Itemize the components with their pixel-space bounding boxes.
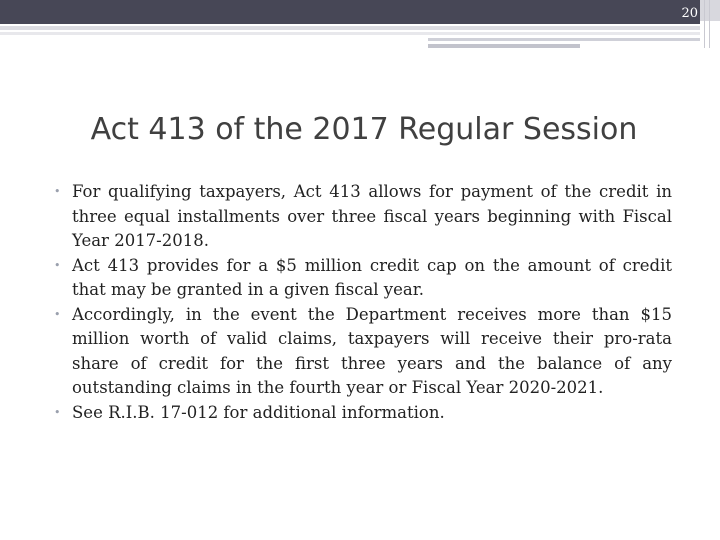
bullet-icon: • (54, 307, 61, 321)
bullet-icon: • (54, 185, 61, 198)
header-accent-stripe (428, 44, 580, 48)
bullet-icon: • (54, 405, 61, 419)
slide-title: Act 413 of the 2017 Regular Session (90, 112, 638, 147)
bullet-icon: • (54, 258, 61, 272)
header-divider (709, 0, 710, 48)
bullet-text: For qualifying taxpayers, Act 413 allows for payment of the credit in three equal installments over three fiscal years beginning with Fiscal Year 2017-2018. (72, 182, 672, 250)
bullet-list (54, 180, 672, 425)
bullet-item (54, 401, 672, 426)
bullet-text: See R.I.B. 17-012 for additional information. (72, 402, 445, 422)
header-stripe (0, 32, 700, 35)
slide-number: 20 (681, 6, 698, 21)
header-accent-stripe (428, 38, 700, 41)
bullet-item (54, 303, 672, 401)
header-stripe (0, 26, 700, 30)
bullet-text: Accordingly, in the event the Department receives more than $15 million worth of valid claims, taxpayers will receive their pro-rata share of credit for the first three years and the balance of any outstanding claims in the fourth year or Fiscal Year 2020-2021. (72, 304, 672, 397)
bullet-item (54, 180, 672, 254)
header-band (0, 0, 700, 24)
header-band-end (700, 0, 720, 21)
bullet-item (54, 254, 672, 303)
bullet-text: Act 413 provides for a $5 million credit cap on the amount of credit that may be granted in a given fiscal year. (72, 255, 672, 299)
header-divider (704, 0, 705, 48)
